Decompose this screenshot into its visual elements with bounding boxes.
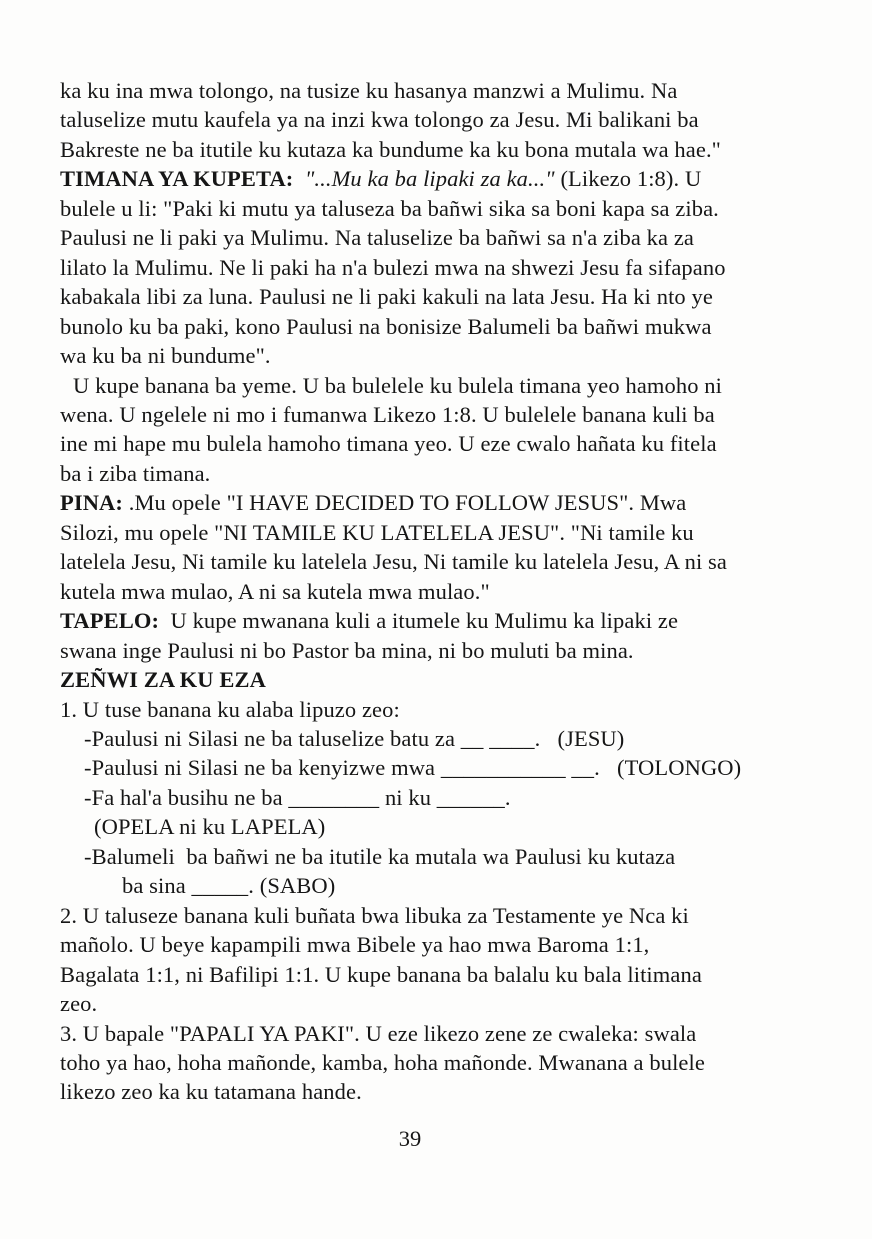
text-line [60, 135, 820, 164]
text-line [60, 606, 820, 635]
text-line [60, 1077, 820, 1106]
text-segment: 1. U tuse banana ku alaba lipuzo zeo: [60, 696, 400, 722]
text-segment: -Fa hal'a busihu ne ba ________ ni ku ______. [84, 784, 511, 810]
text-line [60, 695, 820, 724]
text-line [60, 960, 820, 989]
text-line [60, 400, 820, 429]
section-heading: TAPELO: [60, 608, 160, 634]
text-line [60, 724, 820, 753]
text-line [60, 783, 820, 812]
text-segment: likezo zeo ka ku tatamana hande. [60, 1079, 362, 1105]
text-segment: ba i ziba timana. [60, 460, 211, 486]
text-line [60, 253, 820, 282]
text-segment: taluselize mutu kaufela ya na inzi kwa tolongo za Jesu. Mi balikani ba [60, 107, 699, 133]
text-segment: -Paulusi ni Silasi ne ba taluselize batu za __ ____. (JESU) [84, 725, 625, 751]
text-line [60, 636, 820, 665]
text-line [60, 1048, 820, 1077]
section-heading: TIMANA YA KUPETA: [60, 166, 294, 192]
text-segment: toho ya hao, hoha mañonde, kamba, hoha mañonde. Mwanana a bulele [60, 1049, 705, 1075]
text-line [60, 312, 820, 341]
text-segment: wena. U ngelele ni mo i fumanwa Likezo 1:8. U bulelele banana kuli ba [60, 401, 715, 427]
text-segment: wa ku ba ni bundume". [60, 343, 271, 369]
text-segment: bulele u li: "Paki ki mutu ya taluseza ba bañwi sika sa boni kapa sa ziba. [60, 195, 719, 221]
text-segment: Silozi, mu opele "NI TAMILE KU LATELELA JESU". "Ni tamile ku [60, 519, 694, 545]
text-segment: Bakreste ne ba itutile ku kutaza ka bundume ka ku bona mutala wa hae." [60, 136, 721, 162]
text-segment: latelela Jesu, Ni tamile ku latelela Jesu, Ni tamile ku latelela Jesu, A ni sa [60, 549, 727, 575]
text-segment: U kupe banana ba yeme. U ba bulelele ku bulela timana yeo hamoho ni [73, 372, 722, 398]
text-segment: Paulusi ne li paki ya Mulimu. Na taluselize ba bañwi sa n'a ziba ka za [60, 225, 694, 251]
text-segment: (OPELA ni ku LAPELA) [94, 814, 326, 840]
section-heading: PINA: [60, 490, 123, 516]
text-line [60, 901, 820, 930]
text-segment: ka ku ina mwa tolongo, na tusize ku hasanya manzwi a Mulimu. Na [60, 78, 678, 103]
text-segment: Bagalata 1:1, ni Bafilipi 1:1. U kupe banana ba balalu ku bala litimana [60, 961, 702, 987]
text-segment: -Paulusi ni Silasi ne ba kenyizwe mwa ___________ __. (TOLONGO) [84, 755, 742, 781]
text-line [60, 371, 820, 400]
text-segment: lilato la Mulimu. Ne li paki ha n'a bulezi mwa na shwezi Jesu fa sifapano [60, 254, 726, 280]
text-segment: kabakala libi za luna. Paulusi ne li paki kakuli na lata Jesu. Ha ki nto ye [60, 284, 713, 310]
text-line [60, 1019, 820, 1048]
text-line [60, 282, 820, 311]
text-line [60, 577, 820, 606]
text-segment: kutela mwa mulao, A ni sa kutela mwa mulao." [60, 578, 490, 604]
text-line [60, 164, 820, 193]
text-segment: -Balumeli ba bañwi ne ba itutile ka mutala wa Paulusi ku kutaza [84, 843, 676, 869]
section-heading: ZEÑWI ZA KU EZA [60, 667, 266, 693]
text-segment: ine mi hape mu bulela hamoho timana yeo. U eze cwalo hañata ku fitela [60, 431, 717, 457]
text-segment: "...Mu ka ba lipaki za ka..." [293, 166, 555, 192]
text-line [60, 488, 820, 517]
text-line [60, 842, 820, 871]
text-segment: swana inge Paulusi ni bo Pastor ba mina, ni bo muluti ba mina. [60, 637, 634, 663]
text-line [60, 341, 820, 370]
text-line [60, 459, 820, 488]
text-segment: ba sina _____. (SABO) [122, 873, 336, 899]
text-segment: bunolo ku ba paki, kono Paulusi na bonisize Balumeli ba bañwi mukwa [60, 313, 712, 339]
page-text [60, 76, 820, 1107]
text-segment: .Mu opele "I HAVE DECIDED TO FOLLOW JESUS". Mwa [123, 490, 687, 516]
text-line [60, 518, 820, 547]
text-segment: U kupe mwanana kuli a itumele ku Mulimu ka lipaki ze [159, 608, 679, 634]
page-number: 39 [398, 1126, 422, 1151]
text-line [60, 547, 820, 576]
text-line [60, 429, 820, 458]
text-line [60, 194, 820, 223]
text-line [60, 930, 820, 959]
text-segment: (Likezo 1:8). U [554, 166, 702, 192]
text-line [60, 76, 820, 105]
text-segment: mañolo. U beye kapampili mwa Bibele ya hao mwa Baroma 1:1, [60, 932, 650, 958]
text-segment: zeo. [60, 991, 98, 1017]
text-line [60, 989, 820, 1018]
text-segment: 2. U taluseze banana kuli buñata bwa libuka za Testamente ye Nca ki [60, 902, 689, 928]
text-line [60, 223, 820, 252]
text-line [60, 871, 820, 900]
text-line [60, 105, 820, 134]
text-line [60, 753, 820, 782]
text-line [60, 665, 820, 694]
text-segment: 3. U bapale "PAPALI YA PAKI". U eze likezo zene ze cwaleka: swala [60, 1020, 697, 1046]
text-line [60, 812, 820, 841]
